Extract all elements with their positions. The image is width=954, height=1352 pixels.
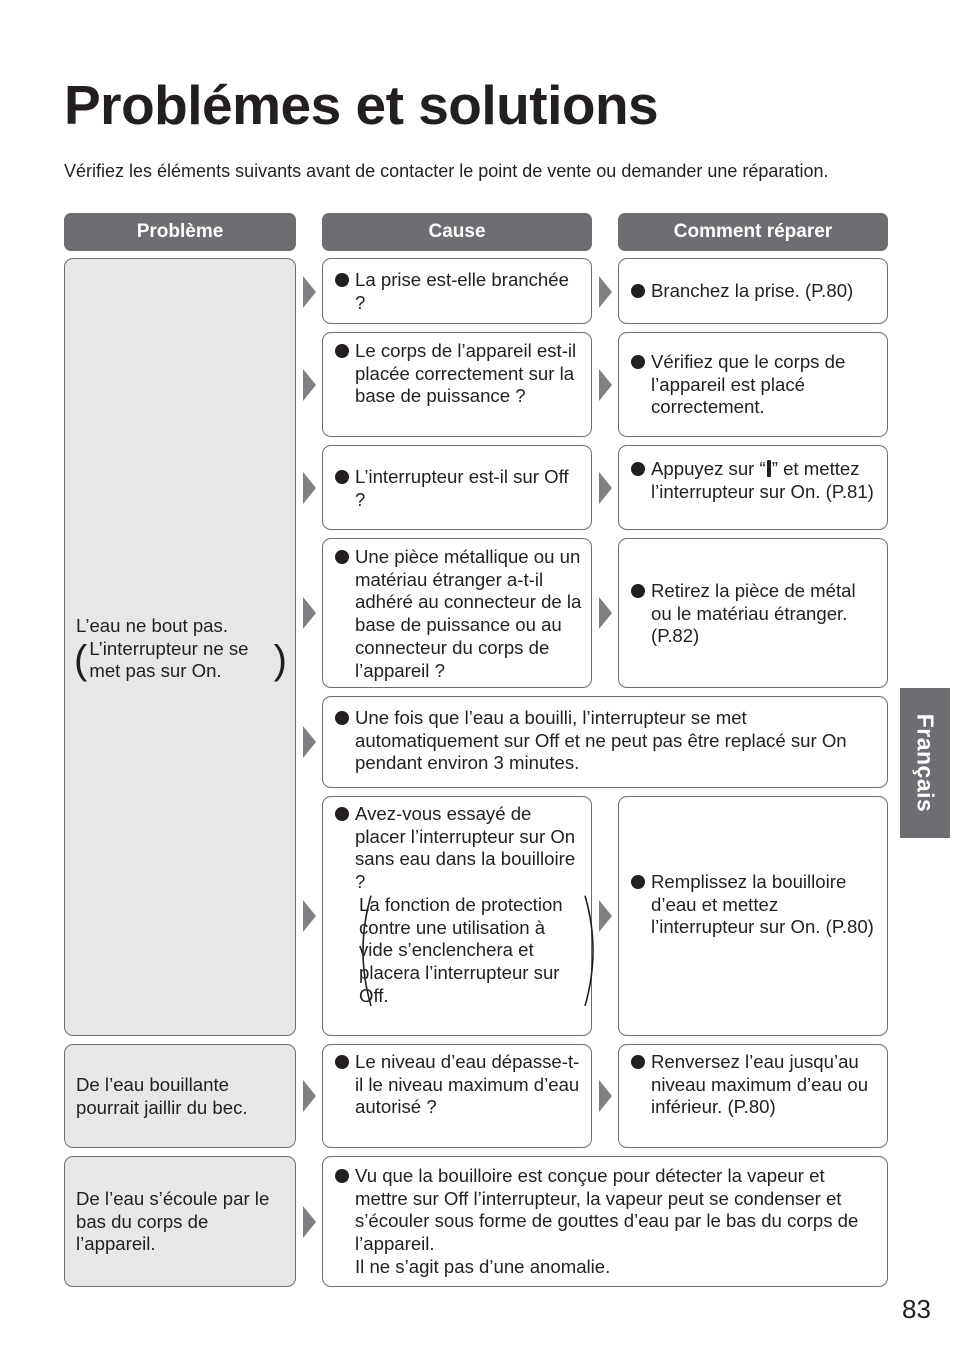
arrow-right-icon [599, 369, 612, 401]
fix-box-7 [618, 1044, 888, 1148]
arrow-right-icon [599, 597, 612, 629]
cause-box-4 [322, 538, 592, 688]
arrow-right-icon [303, 1206, 316, 1238]
bullet-icon [335, 470, 349, 484]
cause-box-1 [322, 258, 592, 324]
fix-box-4 [618, 538, 888, 688]
cause-text-5: Une fois que l’eau a bouilli, l’interrupteur se met automatiquement sur Off et ne peut pas être replacé sur On pendant environ 3 minutes. [355, 707, 847, 774]
right-paren: ) [273, 638, 287, 683]
bullet-icon [335, 1169, 349, 1183]
bullet-icon [631, 355, 645, 369]
arrow-right-icon [303, 369, 316, 401]
right-paren [581, 894, 587, 1008]
fix-text-3: Appuyez sur “ ” et mettez l’interrupteur sur On. (P.81) [651, 458, 874, 502]
left-paren [353, 894, 359, 1008]
problem-box-3 [64, 1156, 296, 1287]
header-fix: Comment réparer [618, 213, 888, 251]
bullet-icon [631, 462, 645, 476]
fix-text-7: Renversez l’eau jusqu’au niveau maximum d’eau ou inférieur. (P.80) [651, 1051, 869, 1118]
language-tab [900, 688, 950, 838]
bullet-icon [335, 550, 349, 564]
arrow-right-icon [599, 276, 612, 308]
fix-box-2 [618, 332, 888, 437]
cause-box-6 [322, 796, 592, 1036]
cause-6-note-block [353, 894, 587, 1008]
page-number: 83 [902, 1294, 931, 1324]
bullet-icon [335, 1055, 349, 1069]
problem-text-2: De l’eau bouillante pourrait jaillir du bec. [76, 1074, 248, 1118]
bullet-icon [631, 1055, 645, 1069]
bullet-icon [631, 875, 645, 889]
problem-text-3: De l’eau s’écoule par le bas du corps de l’appareil. [76, 1188, 270, 1255]
arrow-right-icon [303, 276, 316, 308]
bullet-icon [335, 711, 349, 725]
fix-text-2: Vérifiez que le corps de l’appareil est placé correctement. [651, 351, 846, 418]
problem-box-2 [64, 1044, 296, 1148]
problem-1-parenthetical [76, 638, 287, 683]
cause-box-5 [322, 696, 888, 788]
header-problem: Problème [64, 213, 296, 251]
cause-text-6: Avez-vous essayé de placer l’interrupteur sur On sans eau dans la bouilloire ? [355, 803, 576, 893]
cause-text-8: Vu que la bouilloire est conçue pour détecter la vapeur et mettre sur Off l’interrupteur, la vapeur peut se condenser et s’écouler sous forme de gouttes d’eau par le bas du corps de l’appareil. [355, 1165, 859, 1255]
fix-box-1 [618, 258, 888, 324]
arrow-right-icon [303, 597, 316, 629]
problem-text-1 [76, 615, 287, 683]
arrow-right-icon [303, 726, 316, 758]
fix-text-4: Retirez la pièce de métal ou le matériau étranger. (P.82) [651, 580, 856, 647]
arrow-right-icon [599, 472, 612, 504]
cause-box-7 [322, 1044, 592, 1148]
page-title: Problémes et solutions [64, 74, 659, 136]
fix-text-1: Branchez la prise. (P.80) [651, 280, 854, 301]
arrow-right-icon [599, 900, 612, 932]
arrow-right-icon [303, 472, 316, 504]
problem-1-main: L’eau ne bout pas. [76, 615, 228, 636]
problem-box-1 [64, 258, 296, 1036]
bullet-icon [335, 807, 349, 821]
bullet-icon [631, 584, 645, 598]
cause-text-3: L’interrupteur est-il sur Off ? [355, 466, 569, 510]
cause-box-8 [322, 1156, 888, 1287]
arrow-right-icon [303, 1080, 316, 1112]
cause-text-1: La prise est-elle branchée ? [355, 269, 569, 313]
left-paren: ( [74, 638, 88, 683]
cause-text-8-note: Il ne s’agit pas d’une anomalie. [355, 1255, 611, 1277]
fix-box-3 [618, 445, 888, 530]
fix-text-6: Remplissez la bouilloire d’eau et mettez l’interrupteur sur On. (P.80) [651, 871, 874, 938]
cause-box-2 [322, 332, 592, 437]
bullet-icon [335, 273, 349, 287]
cause-text-7: Le niveau d’eau dépasse-t-il le niveau maximum d’eau autorisé ? [355, 1051, 580, 1118]
power-switch-icon [767, 460, 771, 477]
bullet-icon [335, 344, 349, 358]
cause-box-3 [322, 445, 592, 530]
intro-text: Vérifiez les éléments suivants avant de contacter le point de vente ou demander une réparation. [64, 161, 829, 181]
arrow-right-icon [303, 900, 316, 932]
cause-text-2: Le corps de l’appareil est-il placée correctement sur la base de puissance ? [355, 340, 577, 407]
language-tab-label: Français [912, 713, 939, 813]
cause-text-6-note: La fonction de protection contre une utilisation à vide s’enclenchera et placera l’interrupteur sur Off. [358, 893, 563, 1006]
bullet-icon [631, 284, 645, 298]
cause-text-4: Une pièce métallique ou un matériau étranger a-t-il adhéré au connecteur de la base de puissance ou au connecteur du corps de l’appareil ? [355, 546, 582, 681]
problem-1-note: L’interrupteur ne se met pas sur On. [89, 637, 249, 682]
arrow-right-icon [599, 1080, 612, 1112]
header-cause: Cause [322, 213, 592, 251]
fix-box-6 [618, 796, 888, 1036]
